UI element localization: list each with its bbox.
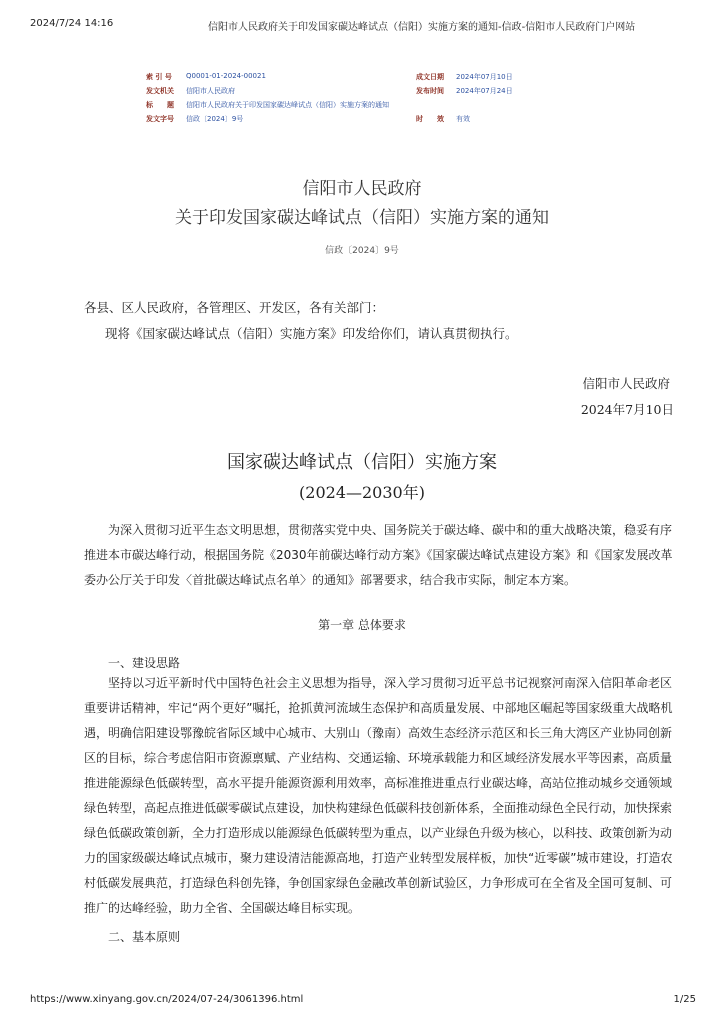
chapter-heading: 第一章 总体要求 [318,618,406,632]
text-line: 推进本市碳达峰行动，根据国务院《2030年前碳达峰行动方案》《国家碳达峰试点建设方案》和《国家发展改革 [84,548,673,562]
signature-org: 信阳市人民政府 [582,376,670,391]
meta-row [146,86,566,100]
notice-issuer: 信阳市人民政府 [302,179,422,199]
text-line: 村低碳发展典范，打造绿色科创先锋，争创国家绿色金融改革创新试验区，力争形成可在全省及全国可复制、可 [84,876,673,890]
meta-key: 发文机关 [146,87,174,95]
notice-addressee: 各县、区人民政府，各管理区、开发区，各有关部门： [84,300,385,315]
meta-value: 2024年07月10日 [456,73,513,81]
meta-value: 有效 [456,115,470,123]
meta-value: 信阳市人民政府关于印发国家碳达峰试点（信阳）实施方案的通知 [186,101,389,109]
text-line: 遇，明确信阳建设鄂豫皖省际区域中心城市、大别山（豫南）高效生态经济示范区和长三角大湾区产业协同创新 [84,726,673,740]
meta-key: 索 引 号 [146,73,172,81]
print-url: https://www.xinyang.gov.cn/2024/07-24/3061396.html [30,994,304,1005]
meta-row [146,72,566,86]
meta-value: 2024年07月24日 [456,87,513,95]
notice-instruction: 现将《国家碳达峰试点（信阳）实施方案》印发给你们，请认真贯彻执行。 [105,326,518,341]
plan-subtitle: (2024—2030年) [299,483,425,502]
print-page-title: 信阳市人民政府关于印发国家碳达峰试点（信阳）实施方案的通知-信政-信阳市人民政府门户网站 [208,22,636,33]
print-datetime: 2024/7/24 14:16 [30,18,114,29]
meta-value: Q0001-01-2024-00021 [186,72,266,80]
text-line: 力的国家级碳达峰试点城市，聚力建设清洁能源高地，打造产业转型发展样板，加快“近零碳”城市建设，打造农 [84,851,673,865]
text-line: 绿色低碳政策创新，全力打造形成以能源绿色低碳转型为重点，以产业绿色升级为核心，以科技、政策创新为动 [84,826,673,840]
text-line: 绿色转型，高起点推进低碳零碳试点建设，加快构建绿色低碳科技创新体系，全面推动绿色全民行动，加快探索 [84,801,673,815]
meta-value: 信政〔2024〕9号 [186,115,244,123]
text-line: 推广的达峰经验，助力全省、全国碳达峰目标实现。 [84,901,361,915]
notice-title: 关于印发国家碳达峰试点（信阳）实施方案的通知 [175,208,549,228]
notice-doc-number: 信政〔2024〕9号 [325,246,399,256]
print-header [0,14,724,34]
section-heading: 一、建设思路 [108,656,181,670]
meta-key: 发布时间 [416,87,444,95]
text-line: 为深入贯彻习近平生态文明思想，贯彻落实党中央、国务院关于碳达峰、碳中和的重大战略决策，稳妥有序 [108,523,673,537]
text-line: 坚持以习近平新时代中国特色社会主义思想为指导，深入学习贯彻习近平总书记视察河南深入信阳革命老区 [108,676,673,690]
section-paragraph [84,671,690,921]
intro-paragraph [84,518,690,593]
signature-date: 2024年7月10日 [580,402,674,417]
meta-key: 时 效 [416,115,444,123]
text-line: 区的目标，综合考虑信阳市资源禀赋、产业结构、交通运输、环境承载能力和区域经济发展水平等因素，高质量 [84,751,673,765]
section-heading: 二、基本原则 [108,930,181,944]
document-meta-table [146,72,566,128]
meta-key: 发文字号 [146,115,174,123]
text-line: 重要讲话精神，牢记“两个更好”嘱托，抢抓黄河流域生态保护和高质量发展、中部地区崛起等国家级重大战略机 [84,701,673,715]
print-page-number: 1/25 [673,994,696,1005]
text-line: 推进能源绿色低碳转型，高水平提升能源资源利用效率，高标准推进重点行业碳达峰，高站位推动城乡交通领域 [84,776,673,790]
plan-title: 国家碳达峰试点（信阳）实施方案 [227,452,497,473]
meta-row [146,114,566,128]
text-line: 委办公厅关于印发〈首批碳达峰试点名单〉的通知》部署要求，结合我市实际，制定本方案。 [84,573,577,587]
meta-key: 成文日期 [416,73,444,81]
meta-key: 标 题 [146,101,174,109]
meta-row [146,100,566,114]
meta-value[interactable]: 信阳市人民政府 [186,87,235,95]
